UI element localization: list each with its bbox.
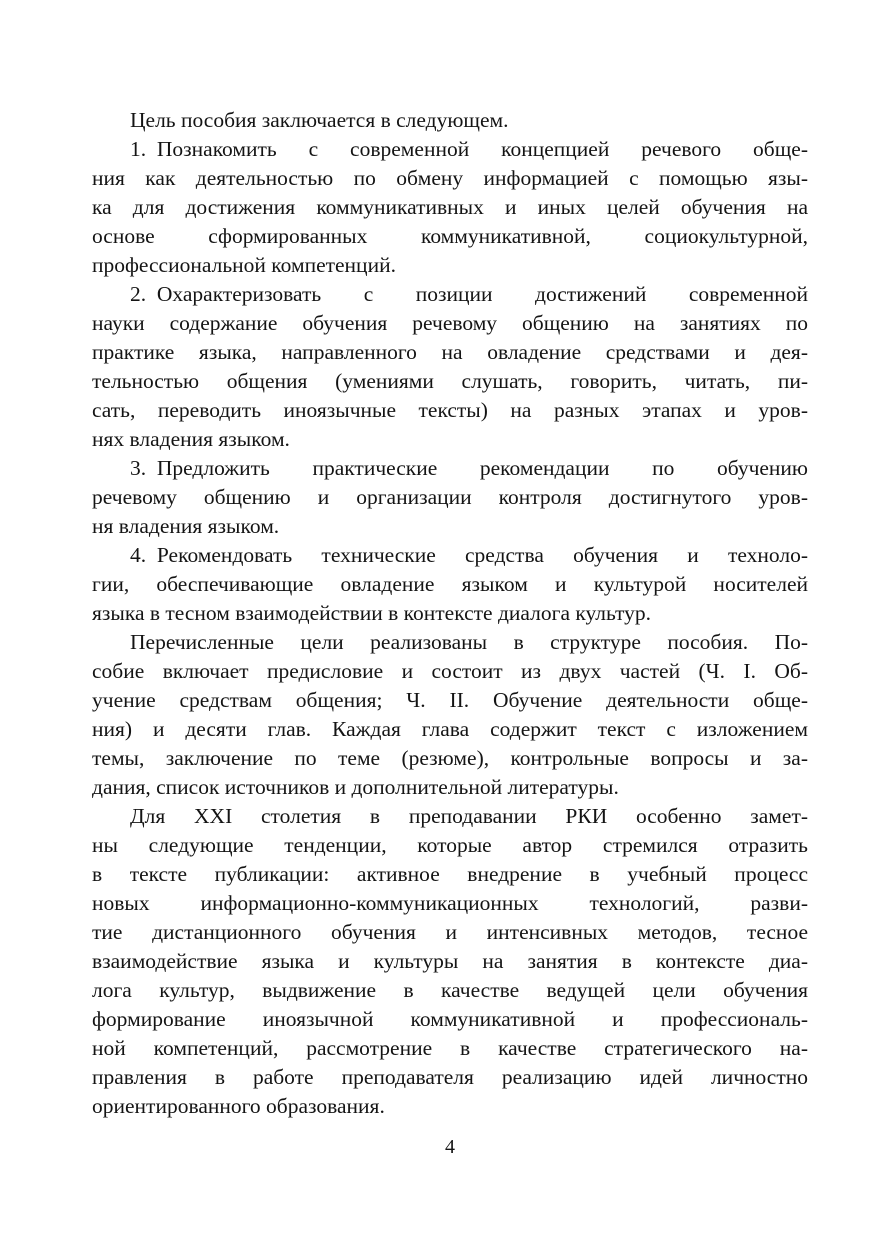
text-line: науки содержание обучения речевому общению на занятиях по: [92, 311, 808, 335]
text-line: 4. Рекомендовать технические средства обучения и техноло-: [130, 543, 808, 567]
text-line: ной компетенций, рассмотрение в качестве стратегического на-: [92, 1036, 808, 1060]
text-line: учение средствам общения; Ч. II. Обучение деятельности обще-: [92, 688, 808, 712]
text-line: ка для достижения коммуникативных и иных целей обучения на: [92, 195, 808, 219]
text-line: гии, обеспечивающие овладение языком и культурой носителей: [92, 572, 808, 596]
text-line: ня владения языком.: [92, 514, 280, 538]
text-line: профессиональной компетенций.: [92, 253, 396, 277]
text-line: лога культур, выдвижение в качестве ведущей цели обучения: [92, 978, 808, 1002]
text-line: собие включает предисловие и состоит из двух частей (Ч. I. Об-: [92, 659, 808, 683]
paragraph: [92, 280, 808, 454]
text-line: ны следующие тенденции, которые автор стремился отразить: [92, 833, 808, 857]
text-line: ния) и десяти глав. Каждая глава содержит текст с изложением: [92, 717, 808, 741]
text-line: ориентированного образования.: [92, 1094, 385, 1118]
text-line: 1. Познакомить с современной концепцией речевого обще-: [130, 137, 808, 161]
text-line: сать, переводить иноязычные тексты) на разных этапах и уров-: [92, 398, 808, 422]
paragraph: [92, 135, 808, 280]
text-line: взаимодействие языка и культуры на занятия в контексте диа-: [92, 949, 808, 973]
paragraph: [92, 454, 808, 541]
text-line: основе сформированных коммуникативной, социокультурной,: [92, 224, 808, 248]
text-line: тельностью общения (умениями слушать, говорить, читать, пи-: [92, 369, 808, 393]
text-line: Перечисленные цели реализованы в структуре пособия. По-: [130, 630, 808, 654]
text-line: языка в тесном взаимодействии в контексте диалога культур.: [92, 601, 652, 625]
paragraph: [92, 802, 808, 1121]
text-line: ния как деятельностью по обмену информацией с помощью язы-: [92, 166, 808, 190]
text-line: практике языка, направленного на овладение средствами и дея-: [92, 340, 808, 364]
text-line: Для XXI столетия в преподавании РКИ особенно замет-: [130, 804, 808, 828]
text-line: нях владения языком.: [92, 427, 290, 451]
text-line: в тексте публикации: активное внедрение в учебный процесс: [92, 862, 808, 886]
text-line: дания, список источников и дополнительной литературы.: [92, 775, 619, 799]
text-line: тие дистанционного обучения и интенсивных методов, тесное: [92, 920, 808, 944]
text-line: 3. Предложить практические рекомендации по обучению: [130, 456, 808, 480]
text-line: 2. Охарактеризовать с позиции достижений современной: [130, 282, 808, 306]
page-number: 4: [445, 1136, 455, 1158]
text-line: речевому общению и организации контроля достигнутого уров-: [92, 485, 808, 509]
text-line: формирование иноязычной коммуникативной и профессиональ-: [92, 1007, 808, 1031]
text-line: правления в работе преподавателя реализацию идей личностно: [92, 1065, 808, 1089]
text-line: Цель пособия заключается в следующем.: [130, 108, 509, 132]
paragraph: [92, 628, 808, 802]
paragraph: [92, 106, 808, 135]
text-line: темы, заключение по теме (резюме), контрольные вопросы и за-: [92, 746, 808, 770]
page-body-text: [92, 106, 808, 1121]
paragraph: [92, 541, 808, 628]
text-line: новых информационно-коммуникационных технологий, разви-: [92, 891, 808, 915]
